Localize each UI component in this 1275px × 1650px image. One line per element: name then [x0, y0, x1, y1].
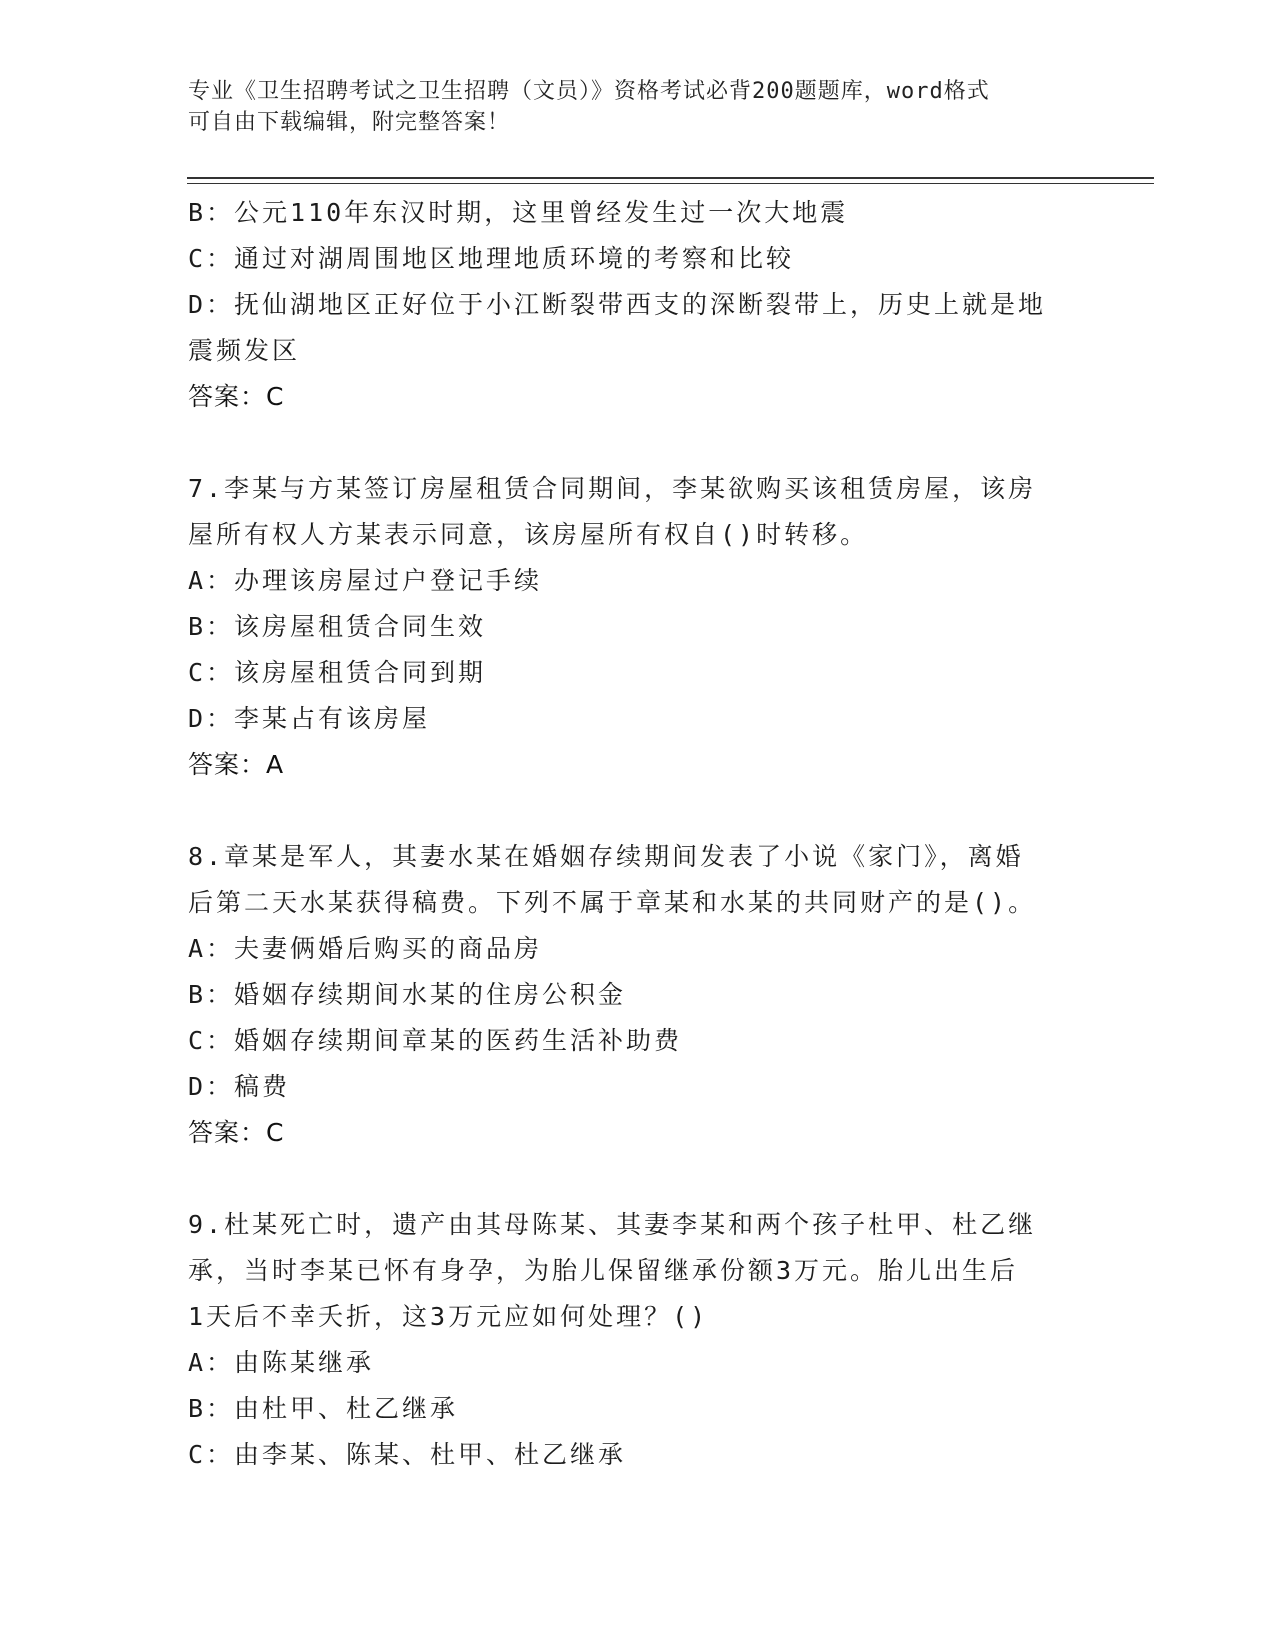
question-content	[188, 190, 1088, 1478]
q7-stem-line-1: 7.李某与方某签订房屋租赁合同期间，李某欲购买该租赁房屋，该房	[188, 474, 1037, 503]
spacer	[188, 1156, 1088, 1202]
question-8	[188, 834, 1088, 1156]
header-line-1: 专业《卫生招聘考试之卫生招聘（文员）》资格考试必背200题题库，word格式	[188, 79, 990, 104]
q6-option-b: B：公元110年东汉时期，这里曾经发生过一次大地震	[188, 198, 849, 227]
q7-answer: 答案：A	[188, 750, 285, 779]
q9-option-b: B：由杜甲、杜乙继承	[188, 1394, 459, 1423]
q8-option-d: D：稿费	[188, 1072, 291, 1101]
q8-stem-line-2: 后第二天水某获得稿费。下列不属于章某和水某的共同财产的是()。	[188, 888, 1037, 917]
q7-option-b: B：该房屋租赁合同生效	[188, 612, 487, 641]
question-9	[188, 1202, 1088, 1478]
q7-stem-line-2: 屋所有权人方某表示同意，该房屋所有权自()时转移。	[188, 520, 869, 549]
q9-option-c: C：由李某、陈某、杜甲、杜乙继承	[188, 1440, 627, 1469]
question-7	[188, 466, 1088, 788]
header-line-2: 可自由下载编辑，附完整答案！	[188, 110, 511, 135]
spacer	[188, 420, 1088, 466]
q7-option-d: D：李某占有该房屋	[188, 704, 431, 733]
q6-option-d-line-1: D：抚仙湖地区正好位于小江断裂带西支的深断裂带上，历史上就是地	[188, 290, 1047, 319]
q8-option-c: C：婚姻存续期间章某的医药生活补助费	[188, 1026, 683, 1055]
q8-stem-line-1: 8.章某是军人，其妻水某在婚姻存续期间发表了小说《家门》，离婚	[188, 842, 1024, 871]
q9-option-a: A：由陈某继承	[188, 1348, 375, 1377]
q7-option-a: A：办理该房屋过户登记手续	[188, 566, 543, 595]
q6-answer: 答案：C	[188, 382, 285, 411]
header-rule-thick	[187, 177, 1154, 179]
q6-option-c: C：通过对湖周围地区地理地质环境的考察和比较	[188, 244, 795, 273]
q8-answer: 答案：C	[188, 1118, 285, 1147]
page-header	[188, 76, 1088, 138]
q8-option-b: B：婚姻存续期间水某的住房公积金	[188, 980, 627, 1009]
header-rule-thin	[187, 183, 1154, 184]
q9-stem-line-2: 承，当时李某已怀有身孕，为胎儿保留继承份额3万元。胎儿出生后	[188, 1256, 1019, 1285]
q6-option-d-line-2: 震频发区	[188, 336, 301, 365]
q8-option-a: A：夫妻俩婚后购买的商品房	[188, 934, 543, 963]
q9-stem-line-3: 1天后不幸夭折，这3万元应如何处理？()	[188, 1302, 709, 1331]
spacer	[188, 788, 1088, 834]
q9-stem-line-1: 9.杜某死亡时，遗产由其母陈某、其妻李某和两个孩子杜甲、杜乙继	[188, 1210, 1037, 1239]
q7-option-c: C：该房屋租赁合同到期	[188, 658, 487, 687]
question-6	[188, 190, 1088, 420]
